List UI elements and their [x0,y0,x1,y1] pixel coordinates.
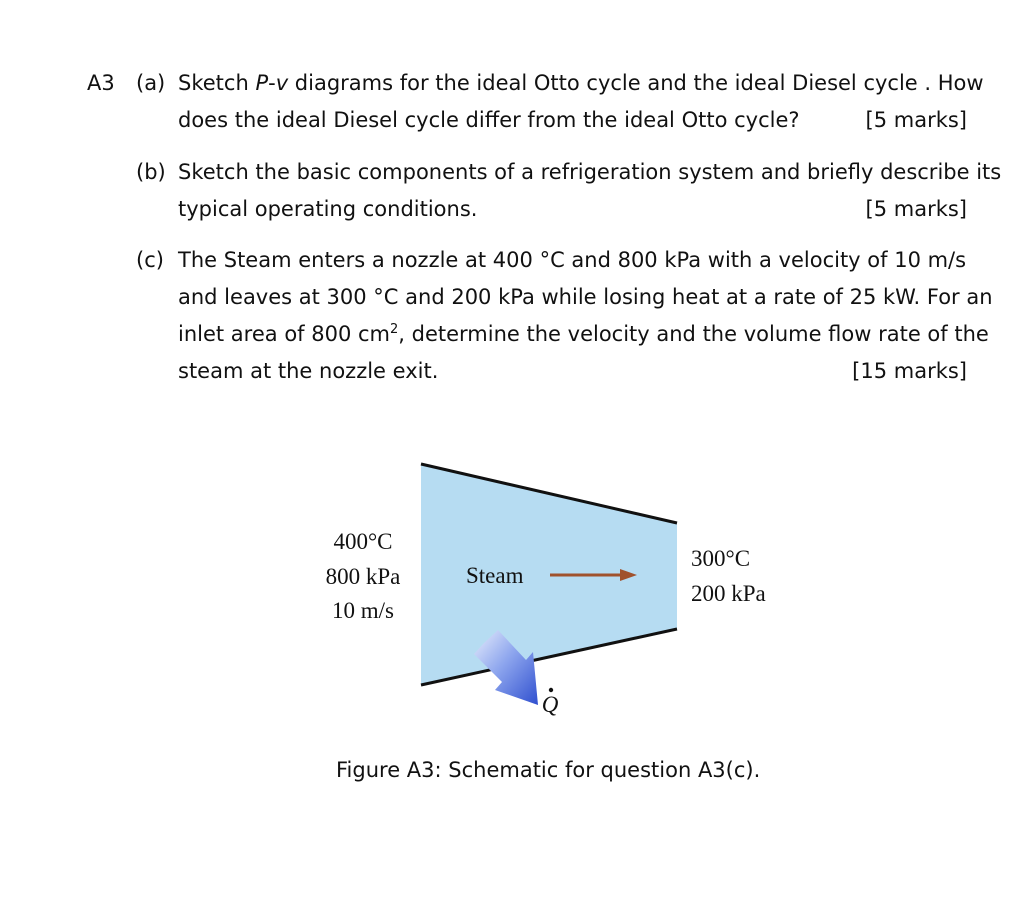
part-b-marks: [5 marks] [865,197,967,221]
part-c-line-1: The Steam enters a nozzle at 400 °C and 800 kPa with a velocity of 10 m/s [178,248,967,272]
part-b-label: (b) [136,160,166,184]
inlet-temperature: 400°C [333,529,393,554]
part-c-marks: [15 marks] [852,359,967,383]
heat-rate-dot [549,688,553,692]
squared-superscript: 2 [390,322,399,337]
nozzle-body [421,464,677,685]
volume-variable: v [275,71,289,95]
figure-caption: Figure A3: Schematic for question A3(c). [336,758,761,782]
part-c-line-2: and leaves at 300 °C and 200 kPa while losing heat at a rate of 25 kW. For an [178,285,993,309]
dash: - [268,71,276,95]
outlet-temperature: 300°C [691,546,751,571]
part-a-line-2: does the ideal Diesel cycle differ from the ideal Otto cycle? [178,108,800,132]
inlet-pressure: 800 kPa [325,564,401,589]
part-a-text-end: diagrams for the ideal Otto cycle and the ideal Diesel cycle . How [288,71,984,95]
heat-rate-label: Q [541,692,559,717]
part-c-label: (c) [136,248,164,272]
part-b-line-1: Sketch the basic components of a refrigeration system and briefly describe its [178,160,1002,184]
pressure-variable: P [255,71,269,95]
nozzle-figure [300,450,800,720]
question-number: A3 [87,71,115,95]
part-c-line-4: steam at the nozzle exit. [178,359,439,383]
part-b-line-2: typical operating conditions. [178,197,478,221]
outlet-pressure: 200 kPa [691,581,766,606]
part-a-marks: [5 marks] [865,108,967,132]
part-c-line-3-end: , determine the velocity and the volume flow rate of the [398,322,989,346]
part-a-line-1 [178,68,984,98]
inlet-velocity: 10 m/s [332,598,394,623]
steam-label: Steam [466,563,524,588]
part-a-label: (a) [136,71,166,95]
part-a-text-start: Sketch [178,71,256,95]
part-c-line-3-start: inlet area of 800 cm [178,322,390,346]
part-c-line-3 [178,319,989,349]
